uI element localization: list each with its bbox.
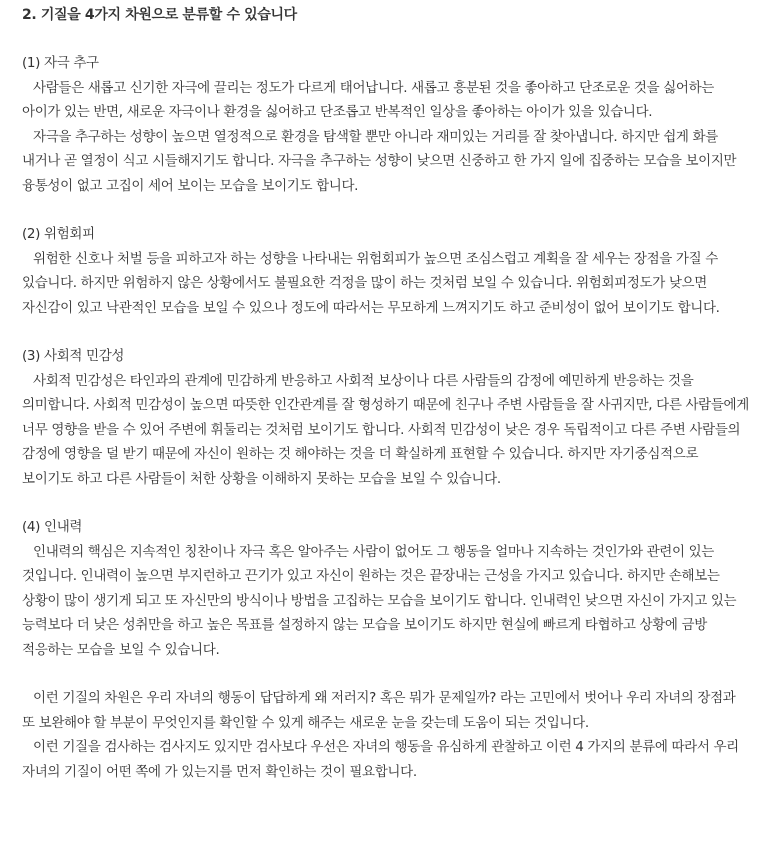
section-stimulus-seeking [22, 51, 751, 198]
section-heading: (3) 사회적 민감성 [22, 348, 125, 364]
section-harm-avoidance [22, 222, 751, 320]
section-persistence [22, 515, 751, 662]
paragraph: 위험한 신호나 처벌 등을 피하고자 하는 성향을 나타내는 위험회피가 높으면 조심스럽고 계획을 잘 세우는 장점을 가질 수 있습니다. 하지만 위험하지 않은 상황에서도 불필요한 걱정을 많이 하는 것처럼 보일 수 있습니다. 위험회피정도가 낮으면 자신감이 있고 낙관적인 모습을 보일 수 있으나 정도에 따라서는 무모하게 느껴지기도 하고 준비성이 없어 보이기도 합니다. [22, 250, 720, 316]
paragraph: 사람들은 새롭고 신기한 자극에 끌리는 정도가 다르게 태어납니다. 새롭고 흥분된 것을 좋아하고 단조로운 것을 싫어하는 아이가 있는 반면, 새로운 자극이나 환경을 싫어하고 단조롭고 반복적인 일상을 좋아하는 아이가 있을 있습니다. [22, 79, 714, 120]
paragraph: 인내력의 핵심은 지속적인 칭찬이나 자극 혹은 알아주는 사람이 없어도 그 행동을 얼마나 지속하는 것인가와 관련이 있는 것입니다. 인내력이 높으면 부지런하고 끈기가 있고 자신이 원하는 것은 끝장내는 근성을 가지고 있습니다. 하지만 손해보는 상황이 많이 생기게 되고 또 자신만의 방식이나 방법을 고집하는 모습을 보이기도 합니다. 인내력인 낮으면 자신이 가지고 있는 능력보다 더 낮은 성취만을 하고 높은 목표를 설정하지 않는 모습을 보이기도 하지만 현실에 빠르게 타협하고 상황에 금방 적응하는 모습을 보일 수 있습니다. [22, 543, 737, 658]
section-heading: (4) 인내력 [22, 519, 83, 535]
section-heading: (1) 자극 추구 [22, 55, 99, 71]
paragraph: 이런 기질의 차원은 우리 자녀의 행동이 답답하게 왜 저러지? 혹은 뭐가 문제일까? 라는 고민에서 벗어나 우리 자녀의 장점과 또 보완해야 할 부분이 무엇인지를 확인할 수 있게 해주는 새로운 눈을 갖는데 도움이 되는 것입니다. [22, 690, 736, 731]
closing-section [22, 686, 751, 784]
paragraph: 이런 기질을 검사하는 검사지도 있지만 검사보다 우선은 자녀의 행동을 유심하게 관찰하고 이런 4 가지의 분류에 따라서 우리 자녀의 기질이 어떤 쪽에 가 있는지를 먼저 확인하는 것이 필요합니다. [22, 739, 739, 780]
section-social-sensitivity [22, 344, 751, 491]
paragraph: 자극을 추구하는 성향이 높으면 열정적으로 환경을 탐색할 뿐만 아니라 재미있는 거리를 잘 찾아냅니다. 하지만 쉽게 화를 내거나 곧 열정이 식고 시들해지기도 합니다. 자극을 추구하는 성향이 낮으면 신중하고 한 가지 일에 집중하는 모습을 보이지만 융통성이 없고 고집이 세어 보이는 모습을 보이기도 합니다. [22, 128, 737, 194]
section-heading: (2) 위험회피 [22, 226, 95, 242]
article-title: 2. 기질을 4가지 차원으로 분류할 수 있습니다 [22, 7, 297, 23]
paragraph: 사회적 민감성은 타인과의 관계에 민감하게 반응하고 사회적 보상이나 다른 사람들의 감정에 예민하게 반응하는 것을 의미합니다. 사회적 민감성이 높으면 따뜻한 인간관계를 잘 형성하기 때문에 친구나 주변 사람들을 잘 사귀지만, 다른 사람들에게 너무 영향을 받을 수 있어 주변에 휘둘리는 것처럼 보이기도 합니다. 사회적 민감성이 낮은 경우 독립적이고 다른 주변 사람들의 감정에 영향을 덜 받기 때문에 자신이 원하는 것 해야하는 것을 더 확실하게 표현할 수 있습니다. 하지만 자기중심적으로 보이기도 하고 다른 사람들이 처한 상황을 이해하지 못하는 모습을 보일 수 있습니다. [22, 372, 749, 487]
